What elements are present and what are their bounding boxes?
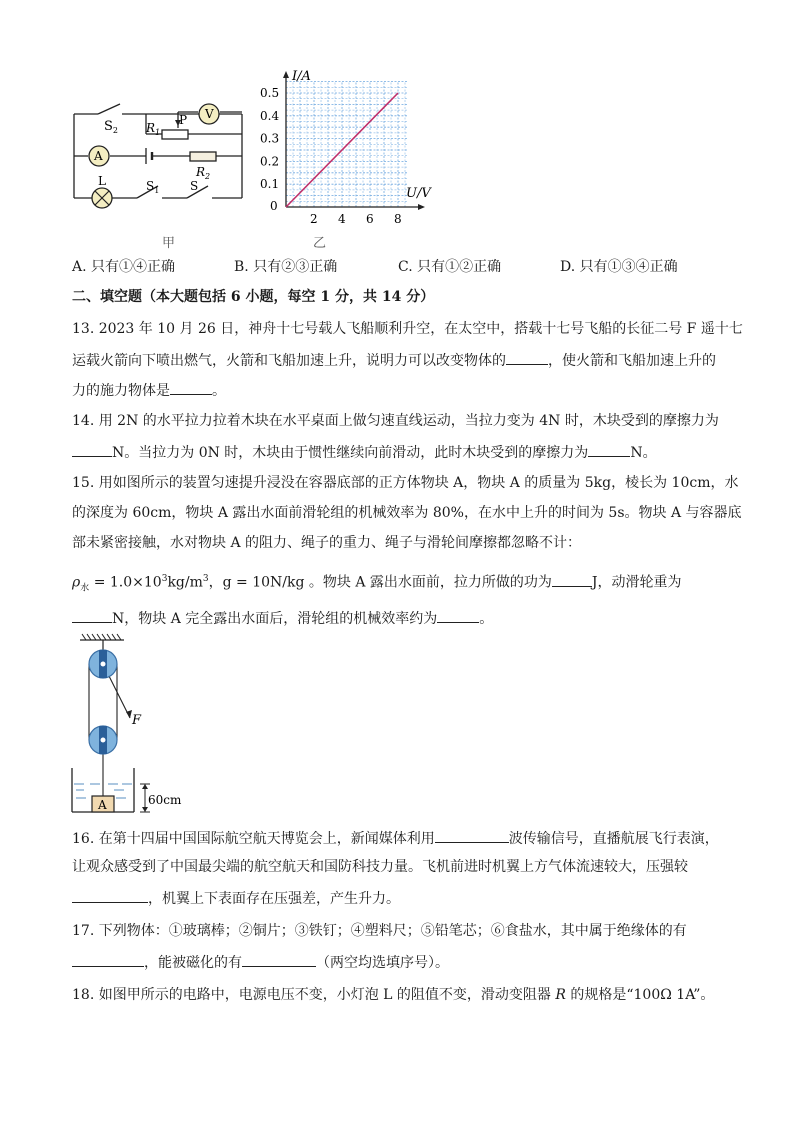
q13-blank2[interactable]: [170, 380, 212, 395]
circuit-diagram: [62, 92, 262, 222]
iu-graph: [256, 66, 431, 226]
y-axis-label: I/A: [292, 69, 311, 84]
q17-line1: 17. 下列物体：①玻璃棒；②铜片；③铁钉；④塑料尺；⑤铅笔芯；⑥食盐水，其中属于绝缘体的有: [72, 923, 687, 939]
q15-line1: 15. 用如图所示的装置匀速提升浸没在容器底部的正方体物块 A，物块 A 的质量为 5kg，棱长为 10cm，水: [72, 475, 739, 491]
option-a[interactable]: A. 只有①④正确: [72, 259, 176, 275]
x-tick-label: 4: [338, 212, 346, 226]
q17-blank1[interactable]: [72, 952, 144, 967]
force-label: F: [132, 713, 142, 728]
y-tick-label: 0.3: [260, 131, 280, 146]
label-r2: $R_2$: [196, 165, 211, 181]
q17-line2: ，能被磁化的有 （两空均选填序号）。: [72, 952, 449, 972]
figure-caption-jia: 甲: [162, 236, 176, 251]
label-l: L: [98, 174, 106, 188]
option-d[interactable]: D. 只有①③④正确: [560, 259, 678, 275]
q15-line2: 的深度为 60cm，物块 A 露出水面前滑轮组的机械效率为 80%，在水中上升的时间为 5s。物块 A 与容器底: [72, 505, 742, 521]
label-v: V: [205, 107, 214, 121]
q15-line4: $\rho_水 = 1.0\times 10^3kg/m^3$，g = 10N/kg 。物块 A 露出水面前，拉力所做的功为 J，动滑轮重为: [72, 570, 682, 597]
q13-blank1[interactable]: [506, 350, 548, 365]
q13-line2: 运载火箭向下喷出燃气，火箭和飞船加速上升，说明力可以改变物体的 ，使火箭和飞船加速上升的: [72, 350, 716, 370]
x-tick-label: 8: [394, 212, 402, 226]
x-tick-label: 6: [366, 212, 374, 226]
section-title: 二、填空题（本大题包括 6 小题，每空 1 分，共 14 分）: [72, 289, 435, 305]
x-axis-label: U/V: [406, 186, 431, 201]
label-s2: $S_2$: [104, 119, 118, 135]
y-tick-label: 0.4: [260, 108, 280, 123]
q16-line1: 16. 在第十四届中国国际航空航天博览会上，新闻媒体利用 波传输信号，直播航展飞行表演，: [72, 828, 719, 848]
q17-blank2[interactable]: [242, 952, 316, 967]
option-c[interactable]: C. 只有①②正确: [398, 259, 502, 275]
q18-line1: 18. 如图甲所示的电路中，电源电压不变，小灯泡 L 的阻值不变，滑动变阻器 R 的规格是“100Ω 1A”。: [72, 987, 715, 1003]
q14-blank1[interactable]: [72, 442, 112, 457]
q15-blank2[interactable]: [72, 608, 112, 623]
q13-line1: 13. 2023 年 10 月 26 日，神舟十七号载人飞船顺利升空，在太空中，搭载十七号飞船的长征二号 F 遥十七: [72, 321, 743, 337]
block-a-label: A: [98, 798, 107, 812]
q14-line1: 14. 用 2N 的水平拉力拉着木块在水平桌面上做匀速直线运动，当拉力变为 4N 时，木块受到的摩擦力为: [72, 413, 719, 429]
y-tick-label: 0.5: [260, 86, 280, 100]
q14-blank2[interactable]: [588, 442, 630, 457]
label-r1: $R_1$: [146, 121, 161, 137]
q15-line5: N，物块 A 完全露出水面后，滑轮组的机械效率约为 。: [72, 608, 493, 628]
q16-blank2[interactable]: [72, 888, 148, 903]
x-tick-label: 2: [310, 212, 318, 226]
depth-label: 60cm: [148, 793, 182, 807]
option-b[interactable]: B. 只有②③正确: [234, 259, 338, 275]
q15-blank1[interactable]: [552, 572, 592, 587]
q16-line2: 让观众感受到了中国最尖端的航空航天和国防科技力量。飞机前进时机翼上方气体流速较大，压强较: [72, 859, 688, 875]
pulley-diagram: [66, 632, 196, 812]
label-a: A: [94, 149, 103, 163]
label-p: P: [179, 113, 188, 127]
y-tick-label: 0.2: [260, 154, 280, 169]
q16-blank1[interactable]: [435, 828, 509, 843]
q14-line2: N。当拉力为 0N 时，木块由于惯性继续向前滑动，此时木块受到的摩擦力为 N。: [72, 442, 657, 462]
origin-label: 0: [270, 199, 278, 213]
figure-caption-yi: 乙: [313, 236, 327, 251]
q15-line3: 部未紧密接触，水对物块 A 的阻力、绳子的重力、绳子与滑轮间摩擦都忽略不计：: [72, 535, 582, 551]
q13-line3: 力的施力物体是 。: [72, 380, 226, 400]
y-tick-label: 0.1: [260, 177, 280, 192]
label-s1: $S_1$: [146, 179, 160, 195]
label-s: S: [190, 179, 199, 193]
q16-line3: ，机翼上下表面存在压强差，产生升力。: [72, 888, 400, 908]
q15-blank3[interactable]: [437, 608, 479, 623]
